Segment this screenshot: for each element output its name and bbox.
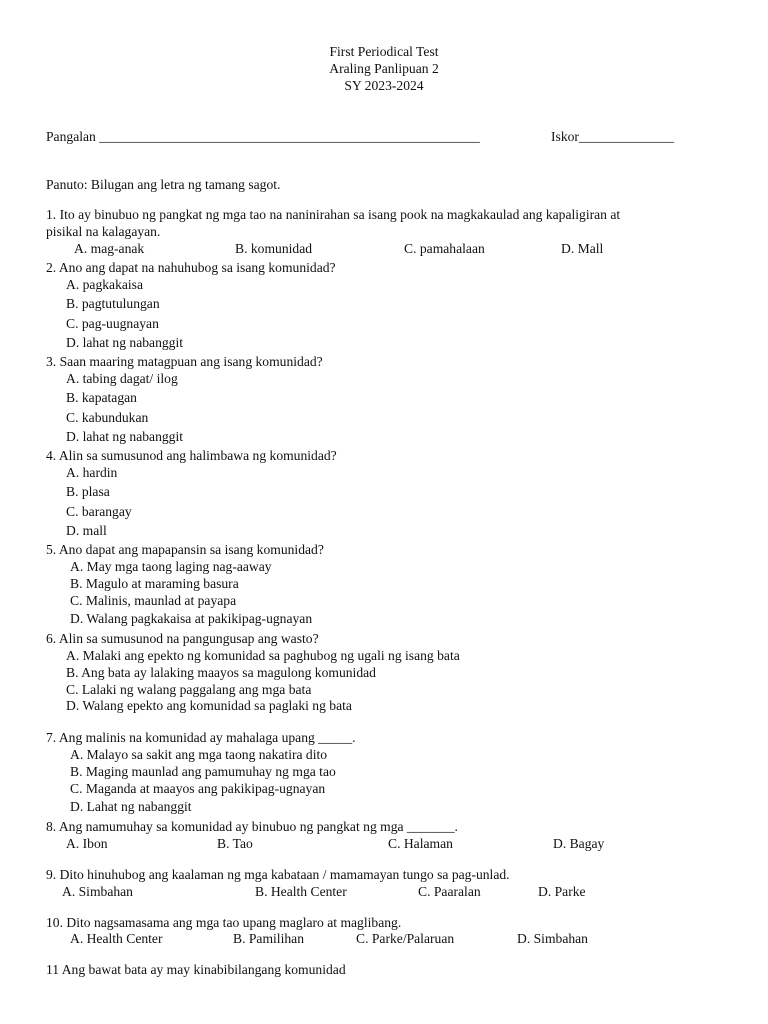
choice-b[interactable]: B. Magulo at maraming basura (70, 576, 239, 591)
question-stem: 10. Dito nagsamasama ang mga tao upang maglaro at maglibang. (46, 915, 402, 930)
choice-c[interactable]: C. pamahalaan (404, 241, 485, 256)
choice-d[interactable]: D. lahat ng nabanggit (66, 429, 184, 444)
choice-a[interactable]: A. Malayo sa sakit ang mga taong nakatira dito (70, 747, 328, 762)
choice-c[interactable]: C. Maganda at maayos ang pakikipag-ugnayan (70, 781, 326, 796)
choice-b[interactable]: B. komunidad (235, 241, 313, 256)
choice-d[interactable]: D. Lahat ng nabanggit (70, 799, 192, 814)
choice-d[interactable]: D. Parke (538, 884, 586, 899)
choice-a[interactable]: A. tabing dagat/ ilog (66, 371, 178, 386)
choice-b[interactable]: B. Maging maunlad ang pamumuhay ng mga tao (70, 764, 336, 779)
choice-b[interactable]: B. pagtutulungan (66, 296, 160, 311)
choice-d[interactable]: D. Simbahan (517, 931, 588, 946)
question-stem-continued: pisikal na kalagayan. (46, 224, 161, 239)
school-year: SY 2023-2024 (344, 78, 424, 93)
question-stem: 6. Alin sa sumusunod na pangungusap ang wasto? (46, 631, 319, 646)
question-stem: 5. Ano dapat ang mapapansin sa isang komunidad? (46, 542, 324, 557)
choice-d[interactable]: D. Bagay (553, 836, 605, 851)
choice-c[interactable]: C. pag-uugnayan (66, 316, 159, 331)
subject-title: Araling Panlipuan 2 (329, 61, 439, 76)
choice-b[interactable]: B. Health Center (255, 884, 347, 899)
choice-c[interactable]: C. Lalaki ng walang paggalang ang mga bata (66, 682, 312, 697)
choice-d[interactable]: D. Mall (561, 241, 604, 256)
choice-c[interactable]: C. barangay (66, 504, 132, 519)
choice-b[interactable]: B. Pamilihan (233, 931, 304, 946)
question-stem: 7. Ang malinis na komunidad ay mahalaga upang _____. (46, 730, 356, 745)
choice-a[interactable]: A. May mga taong laging nag-aaway (70, 559, 272, 574)
choice-a[interactable]: A. hardin (66, 465, 118, 480)
question-stem: 11 Ang bawat bata ay may kinabibilangang komunidad (46, 962, 346, 977)
choice-a[interactable]: A. pagkakaisa (66, 277, 144, 292)
choice-b[interactable]: B. kapatagan (66, 390, 137, 405)
choice-a[interactable]: A. Simbahan (62, 884, 133, 899)
choice-c[interactable]: C. Malinis, maunlad at payapa (70, 593, 237, 608)
question-stem: 1. Ito ay binubuo ng pangkat ng mga tao na naninirahan sa isang pook na magkakaulad ang kapaligiran at (46, 207, 621, 222)
choice-a[interactable]: A. Ibon (66, 836, 108, 851)
question-stem: 4. Alin sa sumusunod ang halimbawa ng komunidad? (46, 448, 337, 463)
question-stem: 2. Ano ang dapat na nahuhubog sa isang komunidad? (46, 260, 336, 275)
choice-d[interactable]: D. Walang pagkakaisa at pakikipag-ugnayan (70, 611, 313, 626)
choice-b[interactable]: B. Tao (217, 836, 253, 851)
choice-d[interactable]: D. lahat ng nabanggit (66, 335, 184, 350)
choice-c[interactable]: C. Paaralan (418, 884, 481, 899)
question-stem: 3. Saan maaring matagpuan ang isang komunidad? (46, 354, 323, 369)
choice-c[interactable]: C. kabundukan (66, 410, 149, 425)
choice-b[interactable]: B. Ang bata ay lalaking maayos sa magulong komunidad (66, 665, 376, 680)
choice-c[interactable]: C. Parke/Palaruan (356, 931, 455, 946)
choice-a[interactable]: A. Health Center (70, 931, 163, 946)
question-stem: 9. Dito hinuhubog ang kaalaman ng mga kabataan / mamamayan tungo sa pag-unlad. (46, 867, 510, 882)
score-field[interactable]: Iskor______________ (551, 129, 675, 144)
test-title: First Periodical Test (329, 44, 439, 59)
choice-b[interactable]: B. plasa (66, 484, 110, 499)
question-stem: 8. Ang namumuhay sa komunidad ay binubuo ng pangkat ng mga _______. (46, 819, 458, 834)
choice-c[interactable]: C. Halaman (388, 836, 453, 851)
choice-a[interactable]: A. Malaki ang epekto ng komunidad sa paghubog ng ugali ng isang bata (66, 648, 460, 663)
instructions: Panuto: Bilugan ang letra ng tamang sagot. (46, 177, 281, 192)
name-field[interactable]: Pangalan ________________________________________________________ (46, 129, 480, 144)
choice-d[interactable]: D. Walang epekto ang komunidad sa paglaki ng bata (66, 698, 352, 713)
choice-a[interactable]: A. mag-anak (74, 241, 145, 256)
choice-d[interactable]: D. mall (66, 523, 107, 538)
